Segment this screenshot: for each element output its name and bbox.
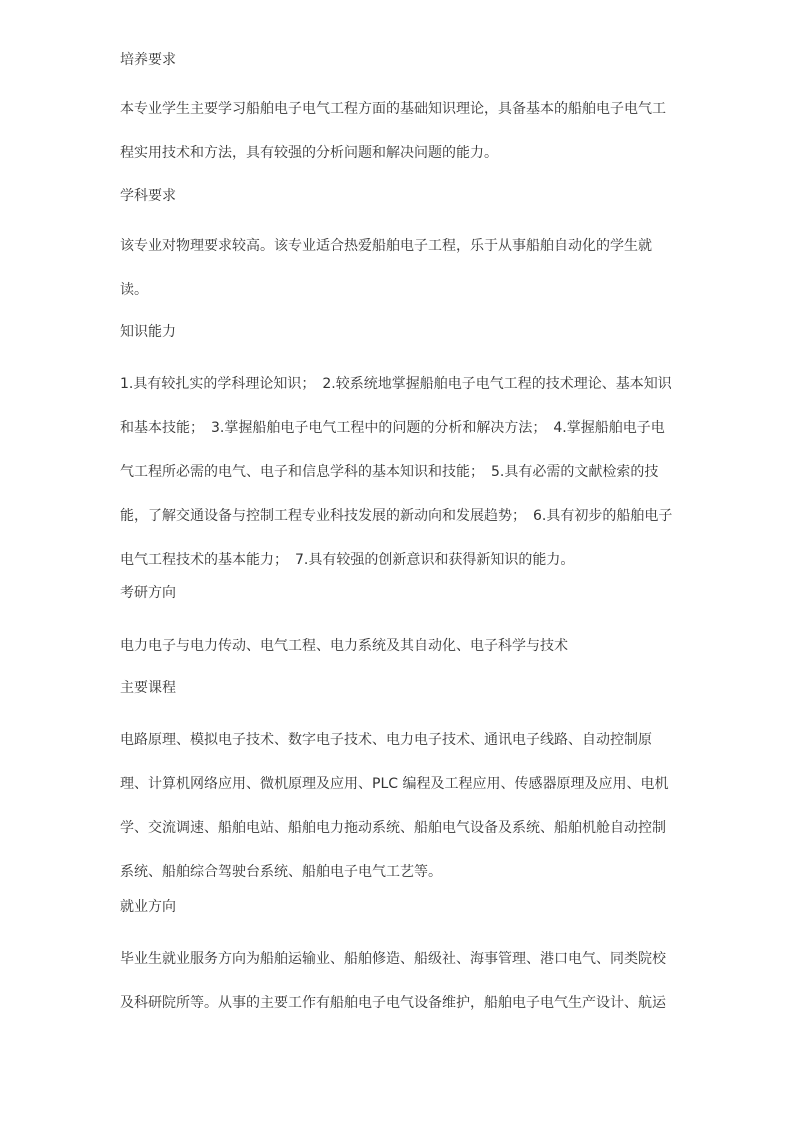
paragraph-line: 电力电子与电力传动、电气工程、电力系统及其自动化、电子科学与技术 bbox=[120, 638, 568, 654]
paragraph-line: 系统、船舶综合驾驶台系统、船舶电子电气工艺等。 bbox=[120, 864, 442, 880]
paragraph-line: 电气工程技术的基本能力； 7.具有较强的创新意识和获得新知识的能力。 bbox=[120, 552, 575, 568]
section-heading-subject: 学科要求 bbox=[120, 188, 176, 204]
paragraph-line: 程实用技术和方法，具有较强的分析问题和解决问题的能力。 bbox=[120, 145, 498, 161]
paragraph-line: 毕业生就业服务方向为船舶运输业、船舶修造、船级社、海事管理、港口电气、同类院校 bbox=[120, 951, 666, 967]
paragraph-line: 本专业学生主要学习船舶电子电气工程方面的基础知识理论，具备基本的船舶电子电气工 bbox=[120, 101, 666, 117]
section-body-subject bbox=[120, 224, 680, 312]
section-heading-training: 培养要求 bbox=[120, 52, 176, 68]
paragraph-line: 该专业对物理要求较高。该专业适合热爱船舶电子工程，乐于从事船舶自动化的学生就 bbox=[120, 238, 652, 254]
paragraph-line: 气工程所必需的电气、电子和信息学科的基本知识和技能； 5.具有必需的文献检索的技 bbox=[120, 464, 659, 480]
section-body-training bbox=[120, 87, 680, 175]
section-body-employment bbox=[120, 937, 680, 1025]
section-body-courses bbox=[120, 718, 680, 894]
paragraph-line: 1.具有较扎实的学科理论知识； 2.较系统地掌握船舶电子电气工程的技术理论、基本知识 bbox=[120, 376, 672, 392]
paragraph-line: 及科研院所等。从事的主要工作有船舶电子电气设备维护，船舶电子电气生产设计、航运 bbox=[120, 995, 666, 1011]
paragraph-line: 读。 bbox=[120, 282, 148, 298]
section-body-knowledge bbox=[120, 362, 680, 582]
section-heading-employment: 就业方向 bbox=[120, 899, 176, 915]
paragraph-line: 理、计算机网络应用、微机原理及应用、PLC 编程及工程应用、传感器原理及应用、电机 bbox=[120, 776, 669, 792]
paragraph-line: 学、交流调速、船舶电站、船舶电力拖动系统、船舶电气设备及系统、船舶机舱自动控制 bbox=[120, 820, 666, 836]
paragraph-line: 和基本技能； 3.掌握船舶电子电气工程中的问题的分析和解决方法； 4.掌握船舶电子电 bbox=[120, 420, 665, 436]
section-heading-knowledge: 知识能力 bbox=[120, 324, 176, 340]
section-heading-courses: 主要课程 bbox=[120, 680, 176, 696]
paragraph-line: 能，了解交通设备与控制工程专业科技发展的新动向和发展趋势； 6.具有初步的船舶电子 bbox=[120, 508, 673, 524]
section-body-graduate bbox=[120, 624, 680, 668]
section-heading-graduate: 考研方向 bbox=[120, 585, 176, 601]
paragraph-line: 电路原理、模拟电子技术、数字电子技术、电力电子技术、通讯电子线路、自动控制原 bbox=[120, 732, 652, 748]
